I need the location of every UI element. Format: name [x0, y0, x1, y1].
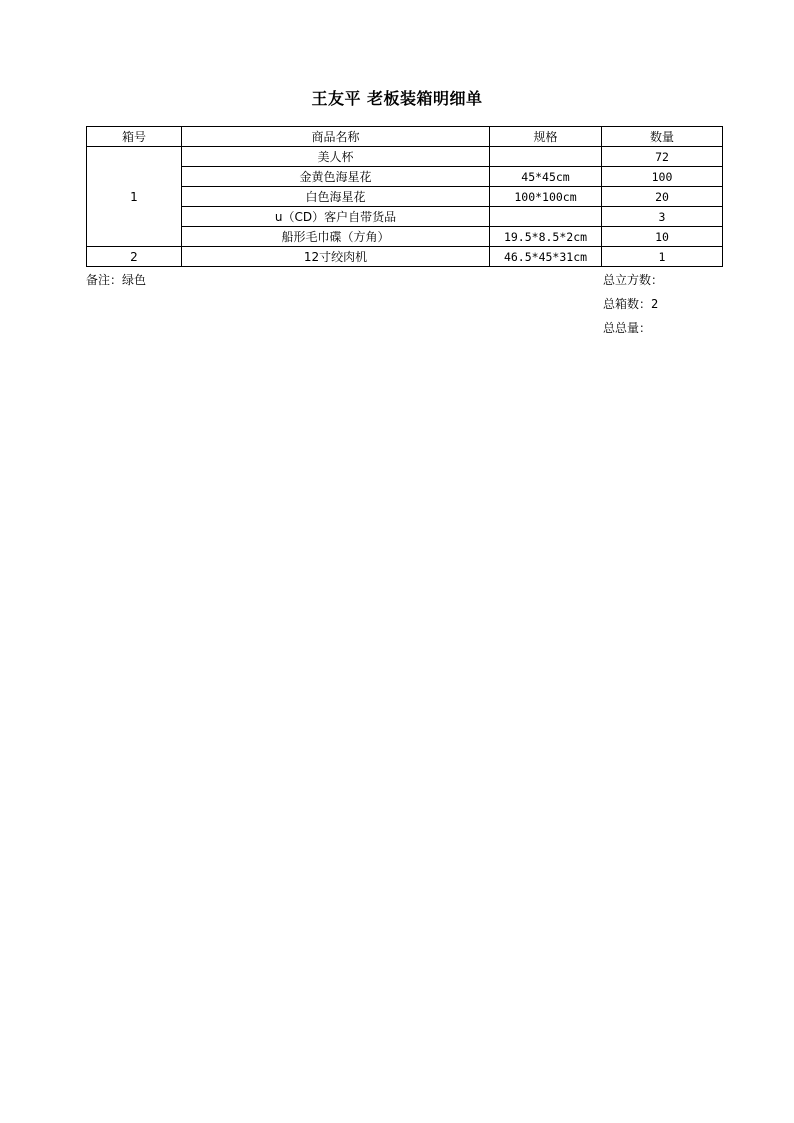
- table-row: [87, 187, 723, 207]
- spec-cell: 100*100cm: [490, 187, 602, 207]
- quantity-cell: 72: [602, 147, 723, 167]
- product-name-cell: u（CD）客户自带货品: [182, 207, 490, 227]
- product-name-cell: 金黄色海星花: [182, 167, 490, 187]
- header-box-no: 箱号: [87, 127, 182, 147]
- spec-cell: [490, 147, 602, 167]
- document-title: 王友平 老板装箱明细单: [311, 89, 483, 108]
- total-weight: [603, 316, 663, 340]
- packing-list-table: [86, 126, 723, 267]
- box-number-cell: 2: [87, 247, 182, 267]
- total-boxes-value: 2: [651, 297, 659, 311]
- table-header-row: [87, 127, 723, 147]
- total-weight-label: 总总量：: [603, 321, 652, 335]
- table-row: [87, 147, 723, 167]
- product-name-cell: 美人杯: [182, 147, 490, 167]
- table-row: [87, 167, 723, 187]
- spec-cell: [490, 207, 602, 227]
- quantity-cell: 1: [602, 247, 723, 267]
- spec-cell: 19.5*8.5*2cm: [490, 227, 602, 247]
- quantity-cell: 3: [602, 207, 723, 227]
- total-boxes-label: 总箱数：: [603, 297, 652, 311]
- header-spec: 规格: [490, 127, 602, 147]
- remark: [86, 271, 146, 288]
- quantity-cell: 10: [602, 227, 723, 247]
- box-number-cell: 1: [87, 147, 182, 247]
- total-volume-label: 总立方数：: [603, 273, 664, 287]
- summary-block: [603, 268, 663, 340]
- quantity-cell: 20: [602, 187, 723, 207]
- header-quantity: 数量: [602, 127, 723, 147]
- remark-label: 备注：: [86, 273, 123, 287]
- product-name-cell: 白色海星花: [182, 187, 490, 207]
- table-row: [87, 207, 723, 227]
- total-boxes: [603, 292, 663, 316]
- total-volume: [603, 268, 663, 292]
- quantity-cell: 100: [602, 167, 723, 187]
- spec-cell: 45*45cm: [490, 167, 602, 187]
- spec-cell: 46.5*45*31cm: [490, 247, 602, 267]
- product-name-cell: 12寸绞肉机: [182, 247, 490, 267]
- product-name-cell: 船形毛巾碟（方角）: [182, 227, 490, 247]
- table-row: [87, 247, 723, 267]
- remark-value: 绿色: [122, 273, 147, 287]
- table-row: [87, 227, 723, 247]
- header-product-name: 商品名称: [182, 127, 490, 147]
